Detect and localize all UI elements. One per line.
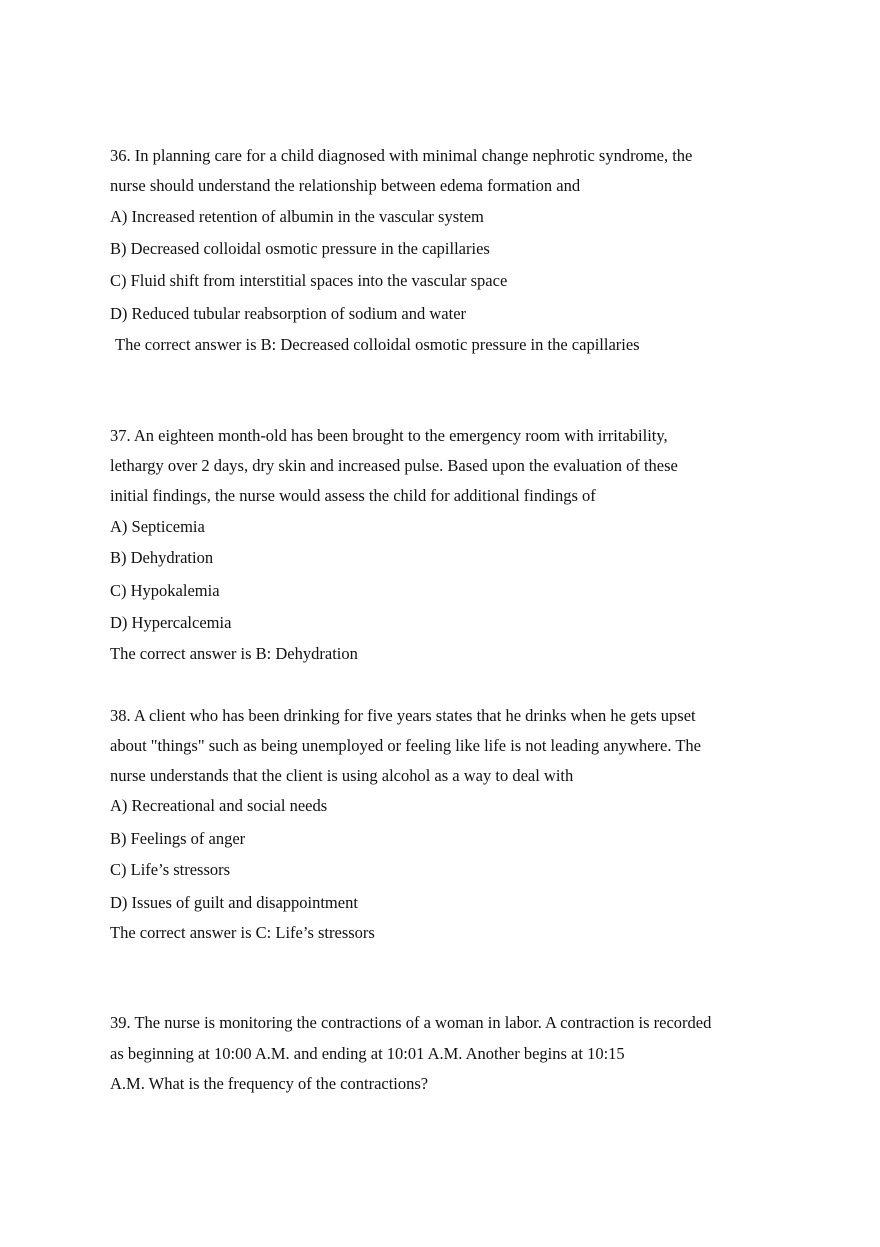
question-stem-line: 37. An eighteen month-old has been brought to the emergency room with irritability, bbox=[110, 426, 668, 445]
question-stem-line: nurse should understand the relationship between edema formation and bbox=[110, 176, 581, 195]
question-stem-line: as beginning at 10:00 A.M. and ending at 10:01 A.M. Another begins at 10:15 bbox=[110, 1044, 625, 1063]
correct-answer: The correct answer is C: Life’s stressors bbox=[110, 923, 375, 942]
answer-option-a: A) Recreational and social needs bbox=[110, 796, 328, 815]
question-stem-line: nurse understands that the client is using alcohol as a way to deal with bbox=[110, 766, 574, 785]
correct-answer: The correct answer is B: Dehydration bbox=[110, 644, 358, 663]
answer-option-a: A) Increased retention of albumin in the vascular system bbox=[110, 207, 484, 226]
question-stem-line: lethargy over 2 days, dry skin and increased pulse. Based upon the evaluation of these bbox=[110, 456, 678, 475]
answer-option-c: C) Fluid shift from interstitial spaces into the vascular space bbox=[110, 271, 508, 290]
answer-option-c: C) Hypokalemia bbox=[110, 581, 220, 600]
question-stem-line: 36. In planning care for a child diagnosed with minimal change nephrotic syndrome, the bbox=[110, 146, 693, 165]
answer-option-d: D) Issues of guilt and disappointment bbox=[110, 893, 358, 912]
correct-answer: The correct answer is B: Decreased colloidal osmotic pressure in the capillaries bbox=[115, 335, 640, 354]
answer-option-c: C) Life’s stressors bbox=[110, 860, 231, 879]
question-stem-line: about "things" such as being unemployed or feeling like life is not leading anywhere. The bbox=[110, 736, 701, 755]
question-stem-line: A.M. What is the frequency of the contractions? bbox=[110, 1074, 429, 1093]
answer-option-b: B) Dehydration bbox=[110, 548, 214, 567]
answer-option-d: D) Reduced tubular reabsorption of sodium and water bbox=[110, 304, 467, 323]
answer-option-a: A) Septicemia bbox=[110, 517, 205, 536]
question-stem-line: 39. The nurse is monitoring the contractions of a woman in labor. A contraction is recorded bbox=[110, 1013, 712, 1032]
answer-option-d: D) Hypercalcemia bbox=[110, 613, 232, 632]
answer-option-b: B) Decreased colloidal osmotic pressure in the capillaries bbox=[110, 239, 490, 258]
answer-option-b: B) Feelings of anger bbox=[110, 829, 246, 848]
question-stem-line: 38. A client who has been drinking for five years states that he drinks when he gets upset bbox=[110, 706, 696, 725]
question-stem-line: initial findings, the nurse would assess the child for additional findings of bbox=[110, 486, 596, 505]
